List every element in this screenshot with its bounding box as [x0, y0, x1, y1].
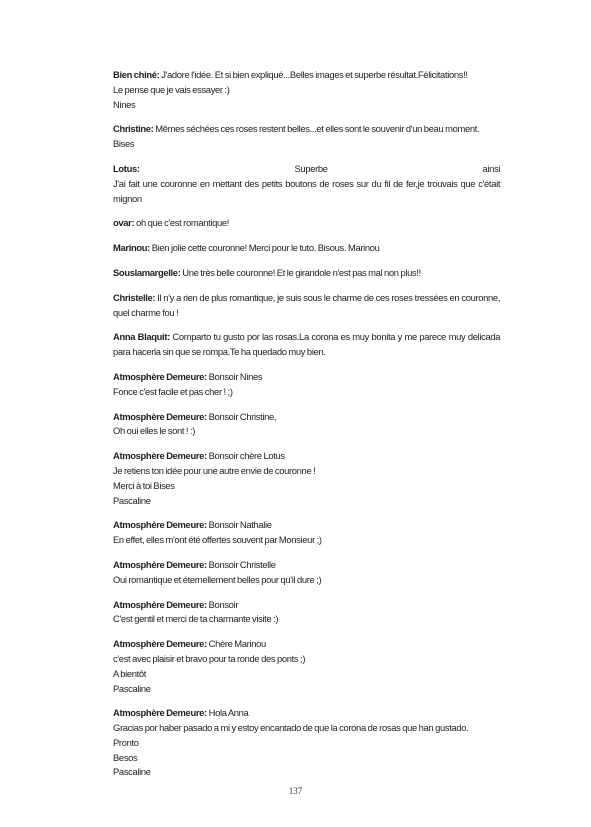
comment-line — [113, 123, 500, 153]
comment-line — [113, 267, 500, 282]
page-number: 137 — [288, 786, 303, 796]
comment-text: Le pense que je vais essayer :) — [113, 84, 230, 96]
comment-author: Atmosphère Demeure: — [113, 411, 207, 423]
comment-text: Oh oui elles le sont ! :) — [113, 426, 196, 438]
comment-block — [113, 599, 500, 629]
comment-text: Pascaline — [113, 495, 151, 507]
comment-block — [113, 519, 500, 549]
comment-text: Pascaline — [113, 683, 151, 695]
comment-line — [113, 307, 500, 322]
comment-line — [113, 465, 500, 480]
comment-author: Christelle: — [113, 292, 156, 304]
comment-line — [113, 638, 500, 653]
comment-line — [113, 559, 500, 574]
comment-line — [113, 346, 500, 361]
comment-block — [113, 638, 500, 697]
comment-text: quel charme fou ! — [113, 307, 179, 319]
comment-text: Pascaline — [113, 767, 151, 779]
comment-block — [113, 411, 500, 441]
comment-author: Anna Blaquit: — [113, 332, 170, 344]
comment-text: Oui romantique et éternellement belles pour qu'il dure ;) — [113, 574, 322, 586]
comment-text: Besos — [113, 752, 138, 764]
comment-text: Gracias por haber pasado a mi y estoy encantado de que la corona de rosas que han gustado. — [113, 723, 469, 735]
comment-block — [113, 371, 500, 401]
comment-block — [113, 163, 500, 207]
comment-text: Bonsoir Nines — [208, 371, 263, 383]
comment-line — [113, 193, 500, 208]
comment-text: Il n'y a rien de plus romantique, je suis sous le charme de ces roses tressées en couronne, — [157, 292, 501, 304]
comment-line — [113, 450, 500, 465]
comment-block — [113, 217, 500, 232]
comment-line — [113, 69, 500, 84]
comment-line — [113, 480, 500, 495]
comment-line — [113, 752, 500, 767]
comment-block — [113, 707, 500, 781]
comment-author: ovar: — [113, 218, 135, 230]
comment-text: Bien jolie cette couronne! Merci pour le tuto. Bisous. Marinou — [151, 243, 380, 255]
comment-line — [113, 495, 500, 510]
comment-block — [113, 69, 500, 113]
comment-line — [113, 217, 500, 232]
comment-text: Bonsoir Nathalie — [208, 520, 272, 532]
comment-text: Hola Anna — [208, 708, 249, 720]
comment-text: c'est avec plaisir et bravo pour ta ronde des ponts ;) — [113, 653, 306, 665]
comment-text: Merci à toi Bises — [113, 480, 175, 492]
comment-author: Christine: — [113, 124, 154, 136]
comment-text: Pronto — [113, 737, 139, 749]
comment-line — [113, 737, 500, 752]
comment-block — [113, 559, 500, 589]
comment-text: para hacerla sin que se rompa.Te ha quedado muy bien. — [113, 347, 326, 359]
comment-text: Bonsoir Christine, — [208, 411, 277, 423]
comment-text: Bonsoir chère Lotus — [208, 451, 285, 463]
comment-line — [113, 292, 500, 307]
comment-text: mignon — [113, 193, 142, 205]
comment-text: Chère Marinou — [208, 639, 266, 651]
comment-line — [113, 178, 500, 193]
comment-author: Atmosphère Demeure: — [113, 520, 207, 532]
comment-line — [113, 163, 500, 178]
comment-line — [113, 425, 500, 440]
comment-line — [113, 722, 500, 737]
comment-author: Atmosphère Demeure: — [113, 451, 207, 463]
comment-line — [113, 574, 500, 589]
comment-author: Marinou: — [113, 243, 150, 255]
comment-line — [113, 84, 500, 99]
comment-line — [113, 766, 500, 781]
comment-text: Nines — [113, 99, 136, 111]
comment-line — [113, 331, 500, 346]
comment-author: Atmosphère Demeure: — [113, 599, 207, 611]
comment-block — [113, 123, 500, 153]
comment-text: Comparto tu gusto por las rosas.La corona es muy bonita y me parece muy delicada — [172, 332, 501, 344]
comment-author: Atmosphère Demeure: — [113, 639, 207, 651]
comment-line — [113, 534, 500, 549]
comment-author: Lotus: — [113, 163, 140, 175]
comments-page — [113, 69, 508, 791]
comment-author: Atmosphère Demeure: — [113, 371, 207, 383]
comment-line — [113, 99, 500, 114]
comment-text: A bientôt — [113, 668, 147, 680]
comment-text: J'ai fait une couronne en mettant des petits boutons de roses sur du fil de fer,je trouvais que c'était — [113, 178, 501, 190]
comment-line — [113, 683, 500, 698]
comment-block — [113, 450, 500, 509]
comment-block — [113, 331, 500, 361]
comment-line — [113, 242, 500, 257]
comment-line — [113, 371, 500, 386]
comment-text: Superbe ainsi — [294, 163, 501, 175]
comment-text: Mêmes séchées ces roses restent belles...et elles sont le souvenir d'un beau moment. Bises — [113, 124, 480, 151]
comment-text: oh que c'est romantique! — [136, 218, 230, 230]
comment-line — [113, 707, 500, 722]
comment-author: Atmosphère Demeure: — [113, 559, 207, 571]
comment-text: Une très belle couronne! Et le girandole n'est pas mal non plus!! — [182, 267, 421, 279]
comment-text: Je retiens ton idée pour une autre envie de couronne ! — [113, 465, 316, 477]
comment-block — [113, 242, 500, 257]
comment-text: Bonsoir — [208, 599, 239, 611]
comment-line — [113, 653, 500, 668]
comment-author: Souslamargelle: — [113, 267, 181, 279]
comment-block — [113, 292, 500, 322]
comment-text: Bonsoir Christelle — [208, 559, 276, 571]
comment-block — [113, 267, 500, 282]
comment-line — [113, 411, 500, 426]
comment-author: Atmosphère Demeure: — [113, 708, 207, 720]
comment-text: C'est gentil et merci de ta charmante visite :) — [113, 614, 279, 626]
comment-line — [113, 386, 500, 401]
comment-author: Bien chiné: — [113, 70, 160, 81]
comment-line — [113, 668, 500, 683]
comment-text: Fonce c'est facile et pas cher ! ;) — [113, 386, 233, 398]
comment-line — [113, 599, 500, 614]
comment-text: J'adore l'idée. Et si bien expliqué...Belles images et superbe résultat.Félicitations!! — [161, 70, 468, 81]
comment-line — [113, 613, 500, 628]
comment-text: En effet, elles m'ont été offertes souvent par Monsieur ;) — [113, 535, 322, 547]
comment-line — [113, 519, 500, 534]
